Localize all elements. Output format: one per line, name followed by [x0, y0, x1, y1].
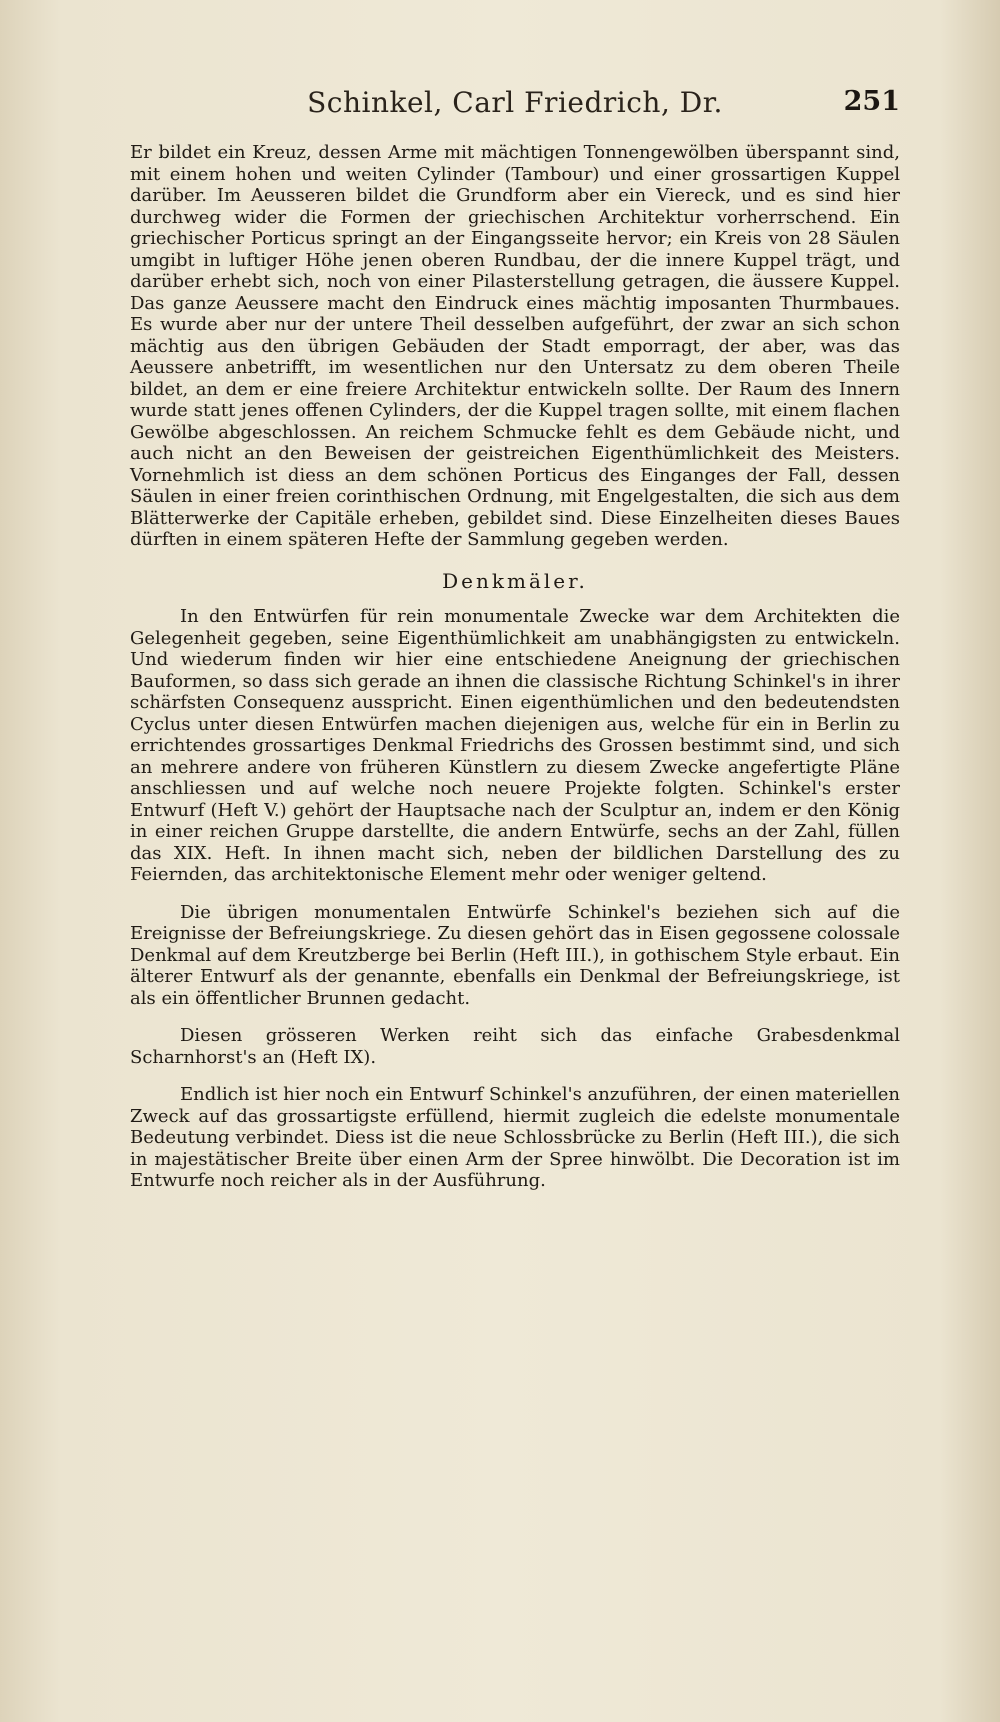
page-header — [130, 86, 900, 126]
paragraph-3: Die übrigen monumentalen Entwürfe Schinkel's beziehen sich auf die Ereignisse der Befreiungskriege. Zu diesen gehört das in Eisen gegossene colossale Denkmal auf dem Kreutzberge bei Berlin (Heft III.), in gothischem Style erbaut. Ein älterer Entwurf als der genannte, ebenfalls ein Denkmal der Befreiungskriege, ist als ein öffentlicher Brunnen gedacht. — [130, 901, 900, 1009]
paragraph-5: Endlich ist hier noch ein Entwurf Schinkel's anzuführen, der einen materiellen Zweck auf das grossartigste erfüllend, hiermit zugleich die edelste monumentale Bedeutung verbindet. Diess ist die neue Schlossbrücke zu Berlin (Heft III.), die sich in majestätischer Breite über einen Arm der Spree hinwölbt. Die Decoration ist im Entwurfe noch reicher als in der Ausführung. — [130, 1084, 900, 1191]
page-number: 251 — [843, 86, 900, 117]
paragraph-4: Diesen grösseren Werken reiht sich das einfache Grabesdenkmal Scharnhorst's an (Heft IX). — [130, 1025, 900, 1068]
paragraph-1: Er bildet ein Kreuz, dessen Arme mit mächtigen Tonnengewölben überspannt sind, mit einem hohen und weiten Cylinder (Tambour) und einer grossartigen Kuppel darüber. Im Aeusseren bildet die Grundform aber ein Viereck, und es sind hier durchweg wider die Formen der griechischen Architektur vorherrschend. Ein griechischer Porticus springt an der Eingangsseite hervor; ein Kreis von 28 Säulen umgibt in luftiger Höhe jenen oberen Rundbau, der die innere Kuppel trägt, und darüber erhebt sich, noch von einer Pilasterstellung getragen, die äussere Kuppel. Das ganze Aeussere macht den Eindruck eines mächtig imposanten Thurmbaues. Es wurde aber nur der untere Theil desselben aufgeführt, der zwar an sich schon mächtig aus den übrigen Gebäuden der Stadt emporragt, der aber, was das Aeussere anbetrifft, im wesentlichen nur den Untersatz zu dem oberen Theile bildet, an dem er eine freiere Architektur entwickeln sollte. Der Raum des Innern wurde statt jenes offenen Cylinders, der die Kuppel tragen sollte, mit einem flachen Gewölbe abgeschlossen. An reichem Schmucke fehlt es dem Gebäude nicht, und auch nicht an den Beweisen der geistreichen Eigenthümlichkeit des Meisters. Vornehmlich ist diess an dem schönen Porticus des Einganges der Fall, dessen Säulen in einer freien corinthischen Ordnung, mit Engelgestalten, die sich aus dem Blätterwerke der Capitäle erheben, gebildet sind. Diese Einzelheiten dieses Baues dürften in einem späteren Hefte der Sammlung gegeben werden. — [130, 142, 900, 550]
paragraph-2: In den Entwürfen für rein monumentale Zwecke war dem Architekten die Gelegenheit gegeben, seine Eigenthümlichkeit am unabhängigsten zu entwickeln. Und wiederum finden wir hier eine entschiedene Aneignung der griechischen Bauformen, so dass sich gerade an ihnen die classische Richtung Schinkel's in ihrer schärfsten Consequenz ausspricht. Einen eigenthümlichen und den bedeutendsten Cyclus unter diesen Entwürfen machen diejenigen aus, welche für ein in Berlin zu errichtendes grossartiges Denkmal Friedrichs des Grossen bestimmt sind, und sich an mehrere andere von früheren Künstlern zu diesem Zwecke angefertigte Pläne anschliessen und auf welche noch neuere Projekte folgten. Schinkel's erster Entwurf (Heft V.) gehört der Hauptsache nach der Sculptur an, indem er den König in einer reichen Gruppe darstellte, die andern Entwürfe, sechs an der Zahl, füllen das XIX. Heft. In ihnen macht sich, neben der bildlichen Darstellung des zu Feiernden, das architektonische Element mehr oder weniger geltend. — [130, 606, 900, 885]
running-head: Schinkel, Carl Friedrich, Dr. — [307, 86, 723, 119]
section-heading: Denkmäler. — [442, 568, 588, 593]
body-text — [130, 142, 900, 1192]
